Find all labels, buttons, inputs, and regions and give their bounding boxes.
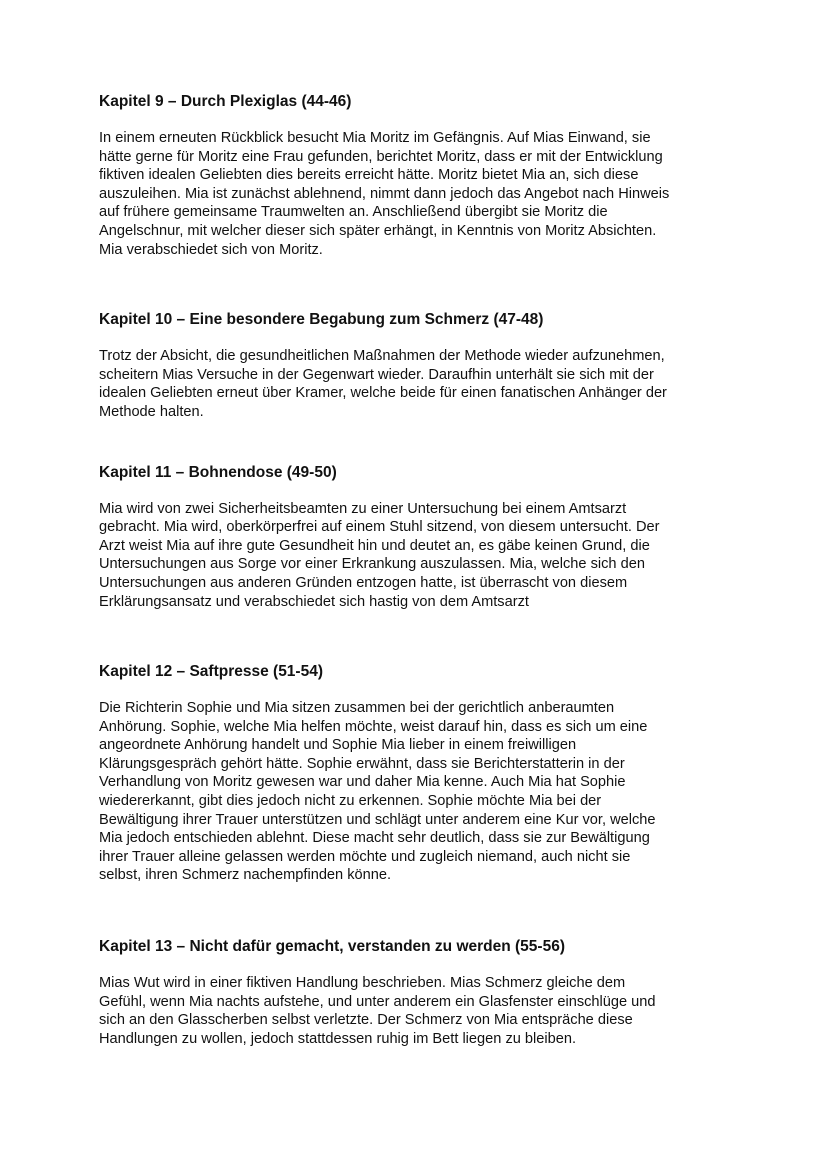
text-line: sich an den Glasscherben selbst verletzte. Der Schmerz von Mia entspräche diese	[99, 1012, 633, 1029]
text-line: Bewältigung ihrer Trauer unterstützen und schlägt unter anderem eine Kur vor, welche	[99, 811, 656, 828]
text-line: Mia verabschiedet sich von Moritz.	[99, 241, 323, 258]
chapter-13	[99, 937, 739, 1048]
text-line: selbst, ihren Schmerz nachempfinden könne.	[99, 867, 392, 884]
chapter-12	[99, 662, 739, 885]
text-line: Handlungen zu wollen, jedoch stattdessen ruhig im Bett liegen zu bleiben.	[99, 1030, 577, 1047]
text-line: Arzt weist Mia auf ihre gute Gesundheit hin und deutet an, es gäbe keinen Grund, die	[99, 537, 650, 554]
text-line: auszuleihen. Mia ist zunächst ablehnend, nimmt dann jedoch das Angebot nach Hinweis	[99, 185, 670, 202]
text-line: Mia jedoch entschieden ablehnt. Diese macht sehr deutlich, dass sie zur Bewältigung	[99, 830, 650, 847]
text-line: scheitern Mias Versuche in der Gegenwart wieder. Daraufhin unterhält sie sich mit der	[99, 366, 654, 383]
text-line: hätte gerne für Moritz eine Frau gefunden, berichtet Moritz, dass er mit der Entwicklung	[99, 148, 663, 165]
text-line: auf frühere gemeinsame Traumwelten an. Anschließend übergibt sie Moritz die	[99, 204, 608, 221]
text-line: In einem erneuten Rückblick besucht Mia Moritz im Gefängnis. Auf Mias Einwand, sie	[99, 130, 651, 146]
text-line: Mias Wut wird in einer fiktiven Handlung beschrieben. Mias Schmerz gleiche dem	[99, 975, 626, 992]
text-line: Anhörung. Sophie, welche Mia helfen möchte, weist darauf hin, dass es sich um eine	[99, 718, 648, 735]
text-line: idealen Geliebten erneut über Kramer, welche beide für einen fanatischen Anhänger der	[99, 385, 667, 402]
text-line: Verhandlung von Moritz gewesen war und daher Mia kenne. Auch Mia hat Sophie	[99, 774, 626, 791]
text-line: Untersuchungen aus anderen Gründen entzogen hatte, ist überrascht von diesem	[99, 574, 628, 591]
text-line: ihrer Trauer alleine gelassen werden möchte und zugleich niemand, auch nicht sie	[99, 848, 631, 865]
chapter-title: Kapitel 11 – Bohnendose (49-50)	[99, 463, 337, 481]
text-line: Mia wird von zwei Sicherheitsbeamten zu einer Untersuchung bei einem Amtsarzt	[99, 500, 627, 517]
document-page	[99, 92, 739, 1048]
chapter-title: Kapitel 12 – Saftpresse (51-54)	[99, 663, 323, 681]
text-line: Untersuchungen aus Sorge vor einer Erkrankung auszulassen. Mia, welche sich den	[99, 556, 645, 573]
text-line: Erklärungsansatz und verabschiedet sich hastig von dem Amtsarzt	[99, 593, 529, 610]
text-line: Angelschnur, mit welcher dieser sich später erhängt, in Kenntnis von Moritz Absichten.	[99, 222, 657, 239]
text-line: gebracht. Mia wird, oberkörperfrei auf einem Stuhl sitzend, von diesem untersucht. Der	[99, 519, 660, 536]
chapter-10	[99, 310, 739, 421]
text-line: angeordnete Anhörung handelt und Sophie Mia lieber in einem freiwilligen	[99, 737, 577, 754]
chapter-title: Kapitel 9 – Durch Plexiglas (44-46)	[99, 93, 352, 110]
text-line: Die Richterin Sophie und Mia sitzen zusammen bei der gerichtlich anberaumten	[99, 700, 615, 717]
chapter-body	[99, 500, 739, 612]
chapter-body	[99, 129, 739, 259]
text-line: fiktiven idealen Geliebten dies bereits erreicht hätte. Moritz bietet Mia an, sich diese	[99, 167, 639, 184]
chapter-title: Kapitel 10 – Eine besondere Begabung zum Schmerz (47-48)	[99, 311, 544, 329]
chapter-body	[99, 974, 739, 1048]
chapter-9	[99, 92, 739, 259]
text-line: Trotz der Absicht, die gesundheitlichen Maßnahmen der Methode wieder aufzunehmen,	[99, 348, 665, 365]
text-line: wiedererkannt, gibt dies jedoch nicht zu erkennen. Sophie möchte Mia bei der	[99, 793, 602, 810]
chapter-body	[99, 699, 739, 885]
text-line: Klärungsgespräch gehört hätte. Sophie erwähnt, dass sie Berichterstatterin in der	[99, 755, 625, 772]
chapter-body	[99, 347, 739, 421]
text-line: Methode halten.	[99, 403, 204, 420]
text-line: Gefühl, wenn Mia nachts aufstehe, und unter anderem ein Glasfenster einschlüge und	[99, 993, 656, 1010]
chapter-title: Kapitel 13 – Nicht dafür gemacht, verstanden zu werden (55-56)	[99, 938, 565, 956]
chapter-11	[99, 463, 739, 612]
